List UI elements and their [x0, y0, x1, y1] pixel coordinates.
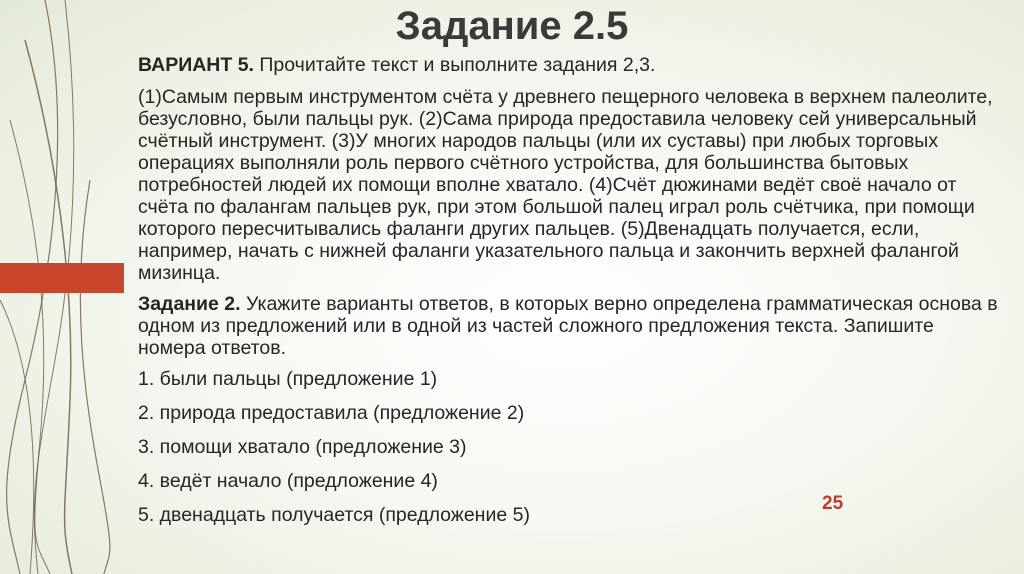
- task-statement: [138, 293, 998, 359]
- answer-option-1: 1. были пальцы (предложение 1): [138, 368, 438, 390]
- answer-option-3: 3. помощи хватало (предложение 3): [138, 436, 467, 458]
- task-label: Задание 2.: [138, 293, 241, 315]
- task-text: Укажите варианты ответов, в которых верно определена грамматическая основа в одном из предложений или в одной из частей сложного предложения текста. Запишите номера ответов.: [138, 293, 998, 359]
- variant-label: ВАРИАНТ 5.: [138, 54, 254, 76]
- slide-content: [138, 54, 998, 538]
- answer-option-2: 2. природа предоставила (предложение 2): [138, 402, 525, 424]
- page-number: 25: [822, 493, 844, 514]
- decor-curve: [0, 300, 34, 574]
- decor-curve: [25, 40, 72, 574]
- answer-option-5: 5. двенадцать получается (предложение 5): [138, 504, 530, 526]
- variant-instruction: Прочитайте текст и выполните задания 2,3.: [253, 54, 656, 76]
- variant-heading: [138, 54, 998, 76]
- reading-passage: (1)Самым первым инструментом счёта у древнего пещерного человека в верхнем палеолите, безусловно, были пальцы рук. (2)Сама природа предоставила человеку сей универсальный счётный инструмент. (3)У многих народов пальцы (или их суставы) при любых торговых операциях выполняли роль первого счётного устройства, для большинства бытовых потребностей людей их помощи вполне хватало. (4)Счёт дюжинами ведёт своё начало от счёта по фалангам пальцев рук, при этом большой палец играл роль счётчика, при помощи которого пересчитывались фаланги других пальцев. (5)Двенадцать получается, если, например, начать с нижней фаланги указательного пальца и закончить верхней фалангой мизинца.: [138, 86, 993, 284]
- decor-curve: [80, 180, 110, 574]
- accent-bar: [0, 263, 124, 293]
- decor-curve: [10, 120, 50, 574]
- answer-option-4: 4. ведёт начало (предложение 4): [138, 470, 438, 492]
- slide-title: Задание 2.5: [395, 4, 629, 48]
